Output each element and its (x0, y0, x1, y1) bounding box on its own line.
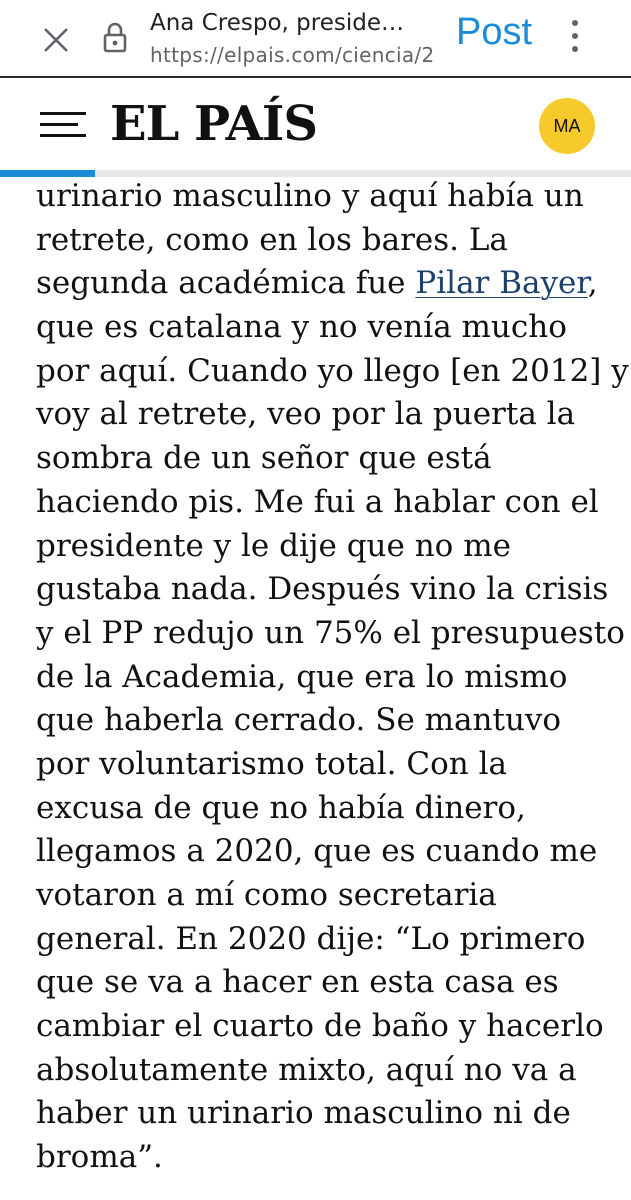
article-line: voy al retrete, veo por la puerta la (36, 396, 576, 433)
page-url: https://elpais.com/ciencia/2 (150, 43, 435, 67)
article-line: por aquí. Cuando yo llego [en 2012] y (36, 352, 629, 389)
article-line: gustaba nada. Después vino la crisis (36, 571, 609, 608)
article-line: retrete, como en los bares. La (36, 221, 508, 258)
address-bar[interactable] (150, 6, 440, 70)
browser-top-bar (0, 0, 631, 78)
article-body (36, 175, 631, 1180)
hamburger-menu-icon[interactable] (40, 108, 88, 140)
article-line: sombra de un señor que está (36, 440, 492, 477)
article-line: llegamos a 2020, que es cuando me (36, 833, 598, 870)
post-button[interactable]: Post (455, 11, 533, 53)
article-line: y el PP redujo un 75% el presupuesto (36, 614, 625, 651)
article-line: que es catalana y no venía mucho (36, 309, 567, 346)
article-line: broma”. (36, 1139, 163, 1176)
article-text: , (587, 265, 598, 302)
menu-dot (572, 20, 578, 26)
pilar-bayer-link[interactable]: Pilar Bayer (415, 265, 588, 302)
menu-dot (572, 33, 578, 39)
article-line: que haberla cerrado. Se mantuvo (36, 702, 562, 739)
close-button[interactable] (36, 20, 76, 60)
user-avatar[interactable]: MA (539, 98, 595, 154)
article-line: presidente y le dije que no me (36, 527, 511, 564)
menu-dot (572, 46, 578, 52)
article-line: excusa de que no había dinero, (36, 789, 526, 826)
article-line: haber un urinario masculino ni de (36, 1095, 571, 1132)
article-text: segunda académica fue (36, 265, 416, 302)
article-line: por voluntarismo total. Con la (36, 745, 507, 782)
article-line: que se va a hacer en esta casa es (36, 964, 559, 1001)
page-title: Ana Crespo, preside… (150, 10, 404, 36)
site-header (0, 78, 631, 170)
article-line: de la Academia, que era lo mismo (36, 658, 568, 695)
site-logo[interactable]: EL PAÍS (110, 96, 318, 152)
lock-icon[interactable] (100, 20, 130, 54)
article-line: urinario masculino y aquí había un (36, 178, 584, 214)
article-line: general. En 2020 dije: “Lo primero (36, 920, 586, 957)
article-line: votaron a mí como secretaria (36, 877, 497, 913)
article-line (36, 262, 631, 306)
article-line: absolutamente mixto, aquí no va a (36, 1051, 577, 1088)
close-icon (42, 26, 70, 54)
article-line: haciendo pis. Me fui a hablar con el (36, 483, 599, 520)
article-line: cambiar el cuarto de baño y hacerlo (36, 1008, 604, 1045)
more-vert-icon[interactable] (560, 16, 590, 56)
